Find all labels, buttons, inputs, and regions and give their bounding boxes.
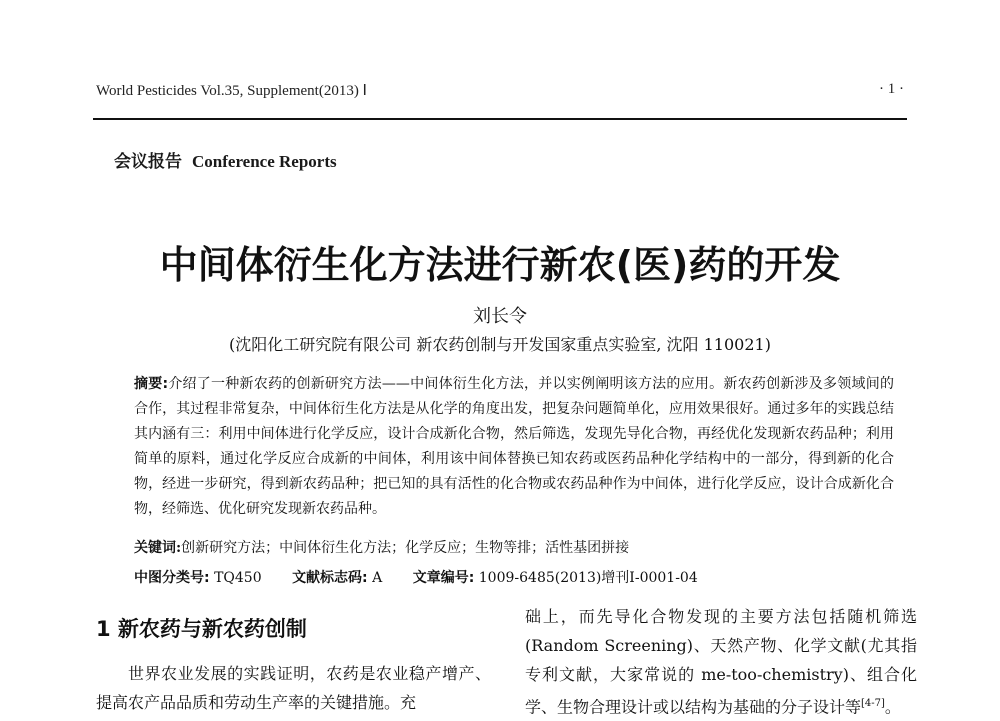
classification-line [134,567,894,587]
keywords [134,537,894,557]
right-column [525,602,917,721]
right-column-text: 础上，而先导化合物发现的主要方法包括随机筛选(Random Screening)、天然产物、化学文献(尤其指专利文献，大家常说的 me-too-chemistry)、组合化学、生物合理设计或以结构为基础的分子设计等 [525,607,917,717]
keywords-text: 创新研究方法；中间体衍生化方法；化学反应；生物等排；活性基团拼接 [181,540,630,556]
keywords-label: 关键词: [134,540,182,556]
doc-label: 文献标志码: [292,570,368,586]
right-column-end: 。 [884,697,901,717]
section-tag-en: Conference Reports [192,152,337,171]
section-tag-cn: 会议报告 [114,152,182,172]
doc-value: A [372,570,383,586]
section-tag [114,147,337,172]
header-rule [93,118,907,120]
article-value: 1009-6485(2013)增刊Ⅰ-0001-04 [478,570,698,586]
author: 刘长令 [473,306,527,327]
article-label: 文章编号: [412,570,475,586]
citation-ref: [4-7] [861,698,885,709]
page-number: · 1 · [879,81,904,97]
clc-value: TQ450 [214,570,262,586]
abstract-text: 介绍了一种新农药的创新研究方法——中间体衍生化方法，并以实例阐明该方法的应用。新农药创新涉及多领域间的合作，其过程非常复杂，中间体衍生化方法是从化学的角度出发，把复杂问题简单化，应用效果很好。通过多年的实践总结其内涵有三：利用中间体进行化学反应，设计合成新化合物，然后筛选，发现先导化合物，再经优化发现新农药品种；利用简单的原料，通过化学反应合成新的中间体，利用该中间体替换已知农药或医药品种化学结构中的一部分，得到新的化合物，经进一步研究，得到新农药品种；把已知的具有活性的化合物或农药品种作为中间体，进行化学反应，设计合成新化合物，经筛选、优化研究发现新农药品种。 [134,376,894,517]
section-heading: 1 新农药与新农药创制 [96,617,307,641]
left-column [96,613,491,717]
abstract [134,372,894,522]
running-header [96,81,904,100]
affiliation: (沈阳化工研究院有限公司 新农药创制与开发国家重点实验室, 沈阳 110021) [229,335,771,354]
clc-label: 中图分类号: [134,570,210,586]
journal-info: World Pesticides Vol.35, Supplement(2013) Ⅰ [96,83,367,99]
abstract-label: 摘要: [134,376,169,392]
body-paragraph: 世界农业发展的实践证明，农药是农业稳产增产、提高农产品品质和劳动生产率的关键措施。充 [96,664,491,712]
paper-title: 中间体衍生化方法进行新农(医)药的开发 [159,243,841,287]
